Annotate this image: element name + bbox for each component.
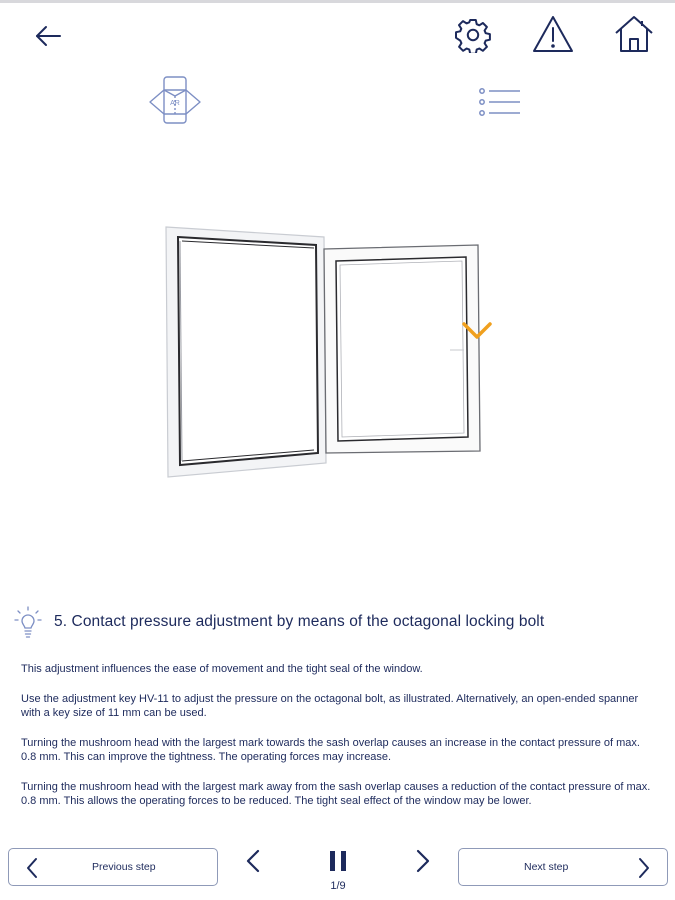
ar-label: AR (170, 100, 180, 107)
ar-phone-icon (146, 74, 204, 128)
arrow-left-icon (34, 24, 62, 48)
instruction-title: 5. Contact pressure adjustment by means of the octagonal locking bolt (54, 613, 545, 630)
instruction-paragraph: Turning the mushroom head with the largest mark away from the sash overlap causes a reduction of the contact pressure of max. 0.8 mm. This allows the operating forces to be reduced. The tight seal effect of the window may be lower. (21, 780, 651, 807)
pause-icon (327, 849, 349, 873)
gear-icon (455, 17, 491, 53)
instruction-header (14, 604, 664, 640)
instruction-paragraph: This adjustment influences the ease of movement and the tight seal of the window. (21, 663, 423, 675)
next-step-label: Next step (524, 861, 569, 873)
instruction-paragraph: Use the adjustment key HV-11 to adjust the pressure on the octagonal bolt, as illustrated. Alternatively, an open-ended spanner with a key size of 11 mm can be used. (21, 692, 639, 719)
window-illustration (150, 215, 510, 495)
ar-view-button[interactable] (146, 74, 204, 128)
list-icon (478, 86, 522, 118)
top-divider (0, 0, 675, 3)
settings-button[interactable] (452, 14, 494, 56)
next-step-button[interactable] (458, 848, 668, 886)
back-button[interactable] (28, 16, 68, 56)
home-icon (614, 15, 654, 53)
chevron-left-icon (25, 857, 39, 879)
instruction-paragraph: Turning the mushroom head with the largest mark towards the sash overlap causes an increase in the contact pressure of max. 0.8 mm. This can improve the tightness. The operating forces may increase. (21, 736, 640, 763)
pause-button[interactable] (325, 846, 351, 876)
chevron-left-icon (245, 848, 261, 874)
previous-step-label: Previous step (92, 861, 156, 873)
page-indicator: 1/9 (330, 880, 346, 892)
warning-button[interactable] (530, 12, 576, 56)
lightbulb-icon (14, 605, 42, 639)
chevron-right-icon (637, 857, 651, 879)
step-list-button[interactable] (476, 84, 524, 120)
warning-triangle-icon (532, 15, 574, 53)
chevron-right-icon (415, 848, 431, 874)
home-button[interactable] (612, 12, 656, 56)
instruction-body (21, 662, 651, 824)
chevron-down-icon (460, 320, 494, 342)
previous-step-button[interactable] (8, 848, 218, 886)
previous-arrow-button[interactable] (240, 846, 266, 876)
next-arrow-button[interactable] (410, 846, 436, 876)
